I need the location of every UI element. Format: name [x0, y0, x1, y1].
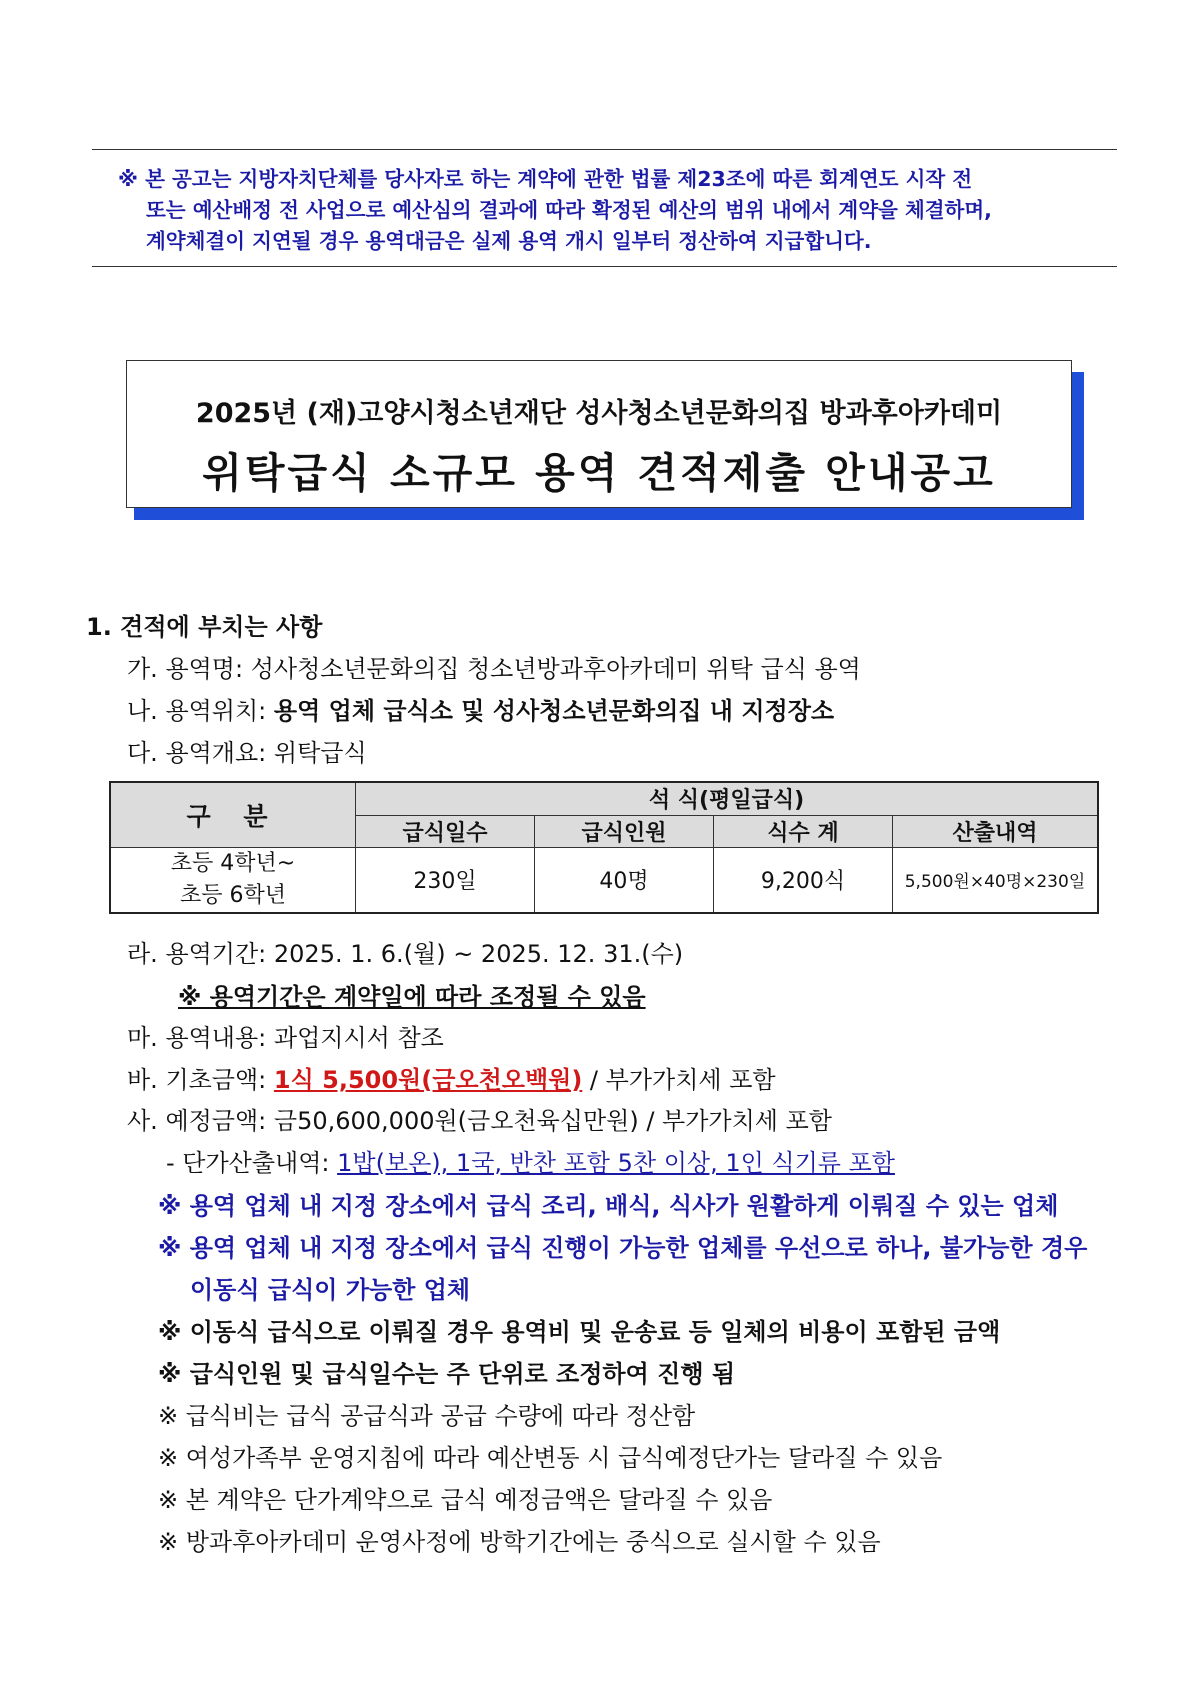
table-header: 산출내역 [893, 815, 1099, 847]
note: ※ 여성가족부 운영지침에 따라 예산변동 시 급식예정단가는 달라질 수 있음 [158, 1444, 943, 1472]
table-header: 급식인원 [535, 815, 714, 847]
notice-line: ※ 본 공고는 지방자치단체를 당사자로 하는 계약에 관한 법률 제23조에 따른 회계연도 시작 전 [118, 167, 973, 191]
title-line-1: 2025년 (재)고양시청소년재단 성사청소년문화의집 방과후아카데미 [195, 398, 1003, 429]
item-ba-value: 1식 5,500원(금오천오백원) [273, 1066, 583, 1094]
page-title: 위탁급식 소규모 용역 견적제출 안내공고 [202, 449, 996, 497]
notice-line: 또는 예산배정 전 사업으로 예산심의 결과에 따라 확정된 예산의 범위 내에서 계약을 체결하며, [146, 198, 992, 222]
section-heading: 1. 견적에 부치는 사항 [86, 613, 323, 641]
table-cell: 5,500원×40명×230일 [893, 847, 1099, 913]
note: ※ 본 계약은 단가계약으로 급식 예정금액은 달라질 수 있음 [158, 1486, 773, 1514]
note-blue: ※ 용역 업체 내 지정 장소에서 급식 조리, 배식, 식사가 원활하게 이뤄질 수 있는 업체 [158, 1192, 1059, 1220]
item-na-label: 나. 용역위치: [127, 697, 274, 725]
note-blue: ※ 용역 업체 내 지정 장소에서 급식 진행이 가능한 업체를 우선으로 하나, 불가능한 경우 [158, 1234, 1088, 1262]
table-header: 식수 계 [714, 815, 893, 847]
item-unit-value: 1밥(보온), 1국, 반찬 포함 5찬 이상, 1인 식기류 포함 [337, 1149, 895, 1177]
item-na [127, 691, 834, 726]
top-divider [92, 149, 1117, 150]
row-label-line: 초등 4학년~ [170, 850, 296, 876]
table-cell: 9,200식 [714, 847, 893, 913]
row-label-line: 초등 6학년 [180, 882, 286, 908]
note-bold: ※ 급식인원 및 급식일수는 주 단위로 조정하여 진행 됨 [158, 1360, 736, 1388]
item-unit [166, 1143, 895, 1178]
item-ba [127, 1060, 776, 1095]
item-ba-tail: / 부가가치세 포함 [582, 1066, 776, 1094]
notice-bottom-divider [92, 266, 1117, 267]
item-sa: 사. 예정금액: 금50,600,000원(금오천육십만원) / 부가가치세 포함 [127, 1107, 832, 1135]
item-da: 다. 용역개요: 위탁급식 [127, 739, 367, 767]
note: ※ 방과후아카데미 운영사정에 방학기간에는 중식으로 실시할 수 있음 [158, 1528, 881, 1556]
item-ga: 가. 용역명: 성사청소년문화의집 청소년방과후아카데미 위탁 급식 용역 [127, 655, 861, 683]
table-cell: 230일 [356, 847, 535, 913]
item-ma: 마. 용역내용: 과업지시서 참조 [127, 1024, 444, 1052]
table-header: 급식일수 [356, 815, 535, 847]
item-unit-label: - 단가산출내역: [166, 1149, 338, 1177]
note: ※ 급식비는 급식 공급식과 공급 수량에 따라 정산함 [158, 1402, 696, 1430]
note-blue: 이동식 급식이 가능한 업체 [190, 1276, 471, 1304]
item-ra: 라. 용역기간: 2025. 1. 6.(월) ~ 2025. 12. 31.(수) [127, 940, 684, 968]
item-ra-note: ※ 용역기간은 계약일에 따라 조정될 수 있음 [178, 983, 646, 1011]
table-header-group: 석 식(평일급식) [356, 782, 1099, 815]
notice-box [118, 164, 1078, 257]
item-na-value: 용역 업체 급식소 및 성사청소년문화의집 내 지정장소 [273, 697, 835, 725]
item-ba-label: 바. 기초금액: [127, 1066, 274, 1094]
table-cell: 40명 [535, 847, 714, 913]
table-row-label [110, 847, 356, 913]
note-bold: ※ 이동식 급식으로 이뤄질 경우 용역비 및 운송료 등 일체의 비용이 포함된 금액 [158, 1318, 1001, 1346]
service-table [109, 781, 1099, 914]
notice-line: 계약체결이 지연될 경우 용역대금은 실제 용역 개시 일부터 정산하여 지급합니다. [146, 229, 872, 253]
table-header-gubun: 구 분 [110, 782, 356, 847]
title-box [126, 360, 1072, 508]
